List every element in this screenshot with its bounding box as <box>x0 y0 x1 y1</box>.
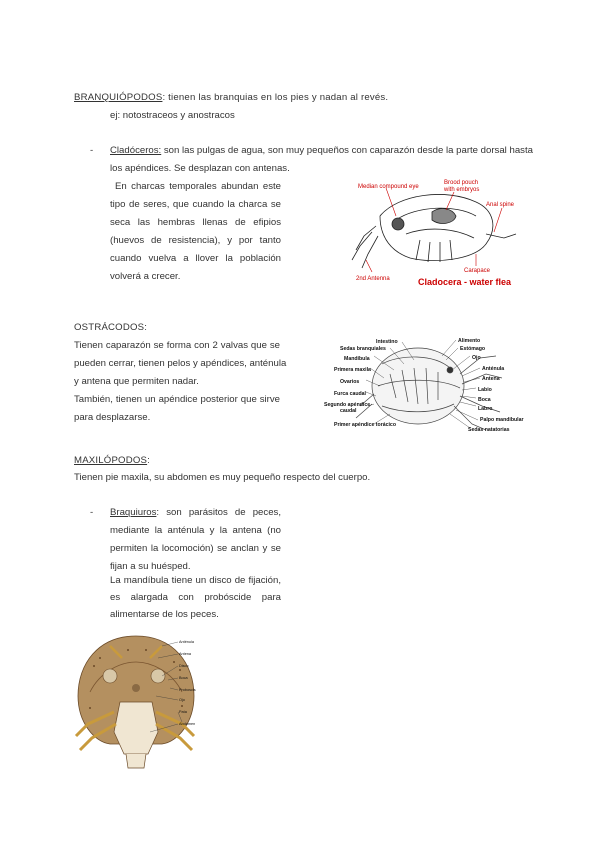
charcas-line-2: tipo de seres, que cuando la charca se <box>110 199 281 210</box>
braq-label-pata: Pata <box>179 710 187 714</box>
braq-label-boca: Boca <box>179 676 188 680</box>
ost-label-palpo-mandibular: Palpo mandibular <box>480 417 524 423</box>
ost-label-segundo-apendice: Segundo apéndice <box>324 402 371 408</box>
ost-label-sedas-natatorias: Sedas natatorias <box>468 427 510 433</box>
ost-label-sedas-branquiales: Sedas branquiales <box>340 346 386 352</box>
ostracodos-line-5: para desplazarse. <box>74 412 151 423</box>
braquiuros-term: Braquiuros <box>110 507 157 518</box>
braquiuros-line-2: mediante la anténula y la antena (no <box>110 525 281 536</box>
maxilopodos-heading-rest: : <box>147 455 150 466</box>
branquiopodos-heading-line <box>74 92 388 104</box>
braquiuros-line-1: Braquiuros: son parásitos de peces, <box>110 507 281 518</box>
label-carapace: Carapace <box>464 268 491 274</box>
ost-label-labro: Labro <box>478 406 493 412</box>
branquiopodos-heading-rest: : tienen las branquias en los pies y nadan al revés. <box>162 92 389 103</box>
cladoceros-term: Cladóceros: <box>110 145 162 156</box>
braq-label-ojo: Ojo <box>179 698 185 702</box>
charcas-line-1: En charcas temporales abundan este <box>115 181 281 192</box>
label-brood-embryos: with embryos <box>444 187 480 193</box>
ost-label-labio: Labio <box>478 387 492 393</box>
charcas-line-6: volverá a crecer. <box>110 271 181 282</box>
ost-label-furca-caudal: Furca caudal <box>334 391 367 397</box>
cladoceros-bullet: - <box>90 145 94 156</box>
mandibula-line-3: alimentarse de los peces. <box>110 609 219 620</box>
cladocera-figure <box>336 176 532 288</box>
ost-label-ojo: Ojo <box>472 355 481 361</box>
ost-label-estomago: Estómago <box>460 346 486 352</box>
braquiuros-line-4: fijan a su huésped. <box>110 561 191 572</box>
maxilopodos-heading-line <box>74 455 150 467</box>
braq-label-antena: Antena <box>179 652 192 656</box>
ost-label-boca: Boca <box>478 397 491 403</box>
braquiuros-line-3: permiten la locomoción) se anclan y se <box>110 543 281 554</box>
ostracodos-line-2: pueden cerrar, tienen pelos y apéndices, anténula <box>74 358 287 369</box>
ost-label-primer-apendice: Primer apéndice torácico <box>334 422 396 428</box>
label-anal-spine: Anal spine <box>486 202 515 208</box>
braq-label-proboscis: Proboscis <box>179 688 196 692</box>
mandibula-line-1: La mandíbula tiene un disco de fijación, <box>110 575 281 586</box>
ostracodos-heading: OSTRÁCODOS: <box>74 322 148 333</box>
ost-label-ovarios: Ovarios <box>340 379 360 385</box>
cladocera-caption: Cladocera - water flea <box>418 277 512 287</box>
label-brood-pouch: Brood pouch <box>444 180 479 186</box>
ost-label-antena: Antena <box>482 376 500 382</box>
label-median-eye: Median compound eye <box>358 184 419 190</box>
charcas-line-4: (huevos de resistencia), y por tanto <box>110 235 281 246</box>
ostracodos-line-1: Tienen caparazón se forma con 2 valvas que se <box>74 340 280 351</box>
ostracodos-line-3: y antena que permiten nadar. <box>74 376 199 387</box>
ostracodos-line-4: También, tienen un apéndice posterior que sirve <box>74 394 280 405</box>
charcas-line-5: cuando vuelva a llover la población <box>110 253 281 264</box>
braq-label-antenula: Anténula <box>179 640 194 644</box>
branquiopodos-heading: BRANQUIÓPODOS <box>74 92 163 103</box>
braquiuro-drawing <box>76 636 194 768</box>
ost-label-antenula: Anténula <box>482 366 505 372</box>
maxilopodos-intro: Tienen pie maxila, su abdomen es muy pequeño respecto del cuerpo. <box>74 472 371 483</box>
mandibula-line-2: es alargada con probóscide para <box>110 592 281 603</box>
charcas-line-3: seca las hembras llenas de efipios <box>110 217 281 228</box>
cladoceros-line-1: Cladóceros: son las pulgas de agua, son muy pequeños con caparazón desde la parte dorsal hasta <box>110 145 533 156</box>
label-2nd-antenna: 2nd Antenna <box>356 276 390 282</box>
ostracod-figure <box>310 334 532 438</box>
maxilopodos-heading: MAXILÓPODOS <box>74 455 148 466</box>
braquiuros-bullet: - <box>90 507 94 518</box>
ost-label-intestino: Intestino <box>376 339 398 345</box>
cladoceros-line-2: los apéndices. Se desplazan con antenas. <box>110 163 290 174</box>
braq-label-disco: Disco <box>179 664 189 668</box>
branquiopodos-example: ej: notostraceos y anostracos <box>110 110 235 121</box>
ost-label-caudal: caudal <box>340 408 357 414</box>
ost-label-mandibula: Mandíbula <box>344 356 370 362</box>
ost-label-alimento: Alimento <box>458 338 481 344</box>
ost-label-primera-maxila: Primera maxila <box>334 367 371 373</box>
braq-label-abdomen: Abdomen <box>179 722 196 726</box>
braquiuro-figure <box>70 632 204 772</box>
